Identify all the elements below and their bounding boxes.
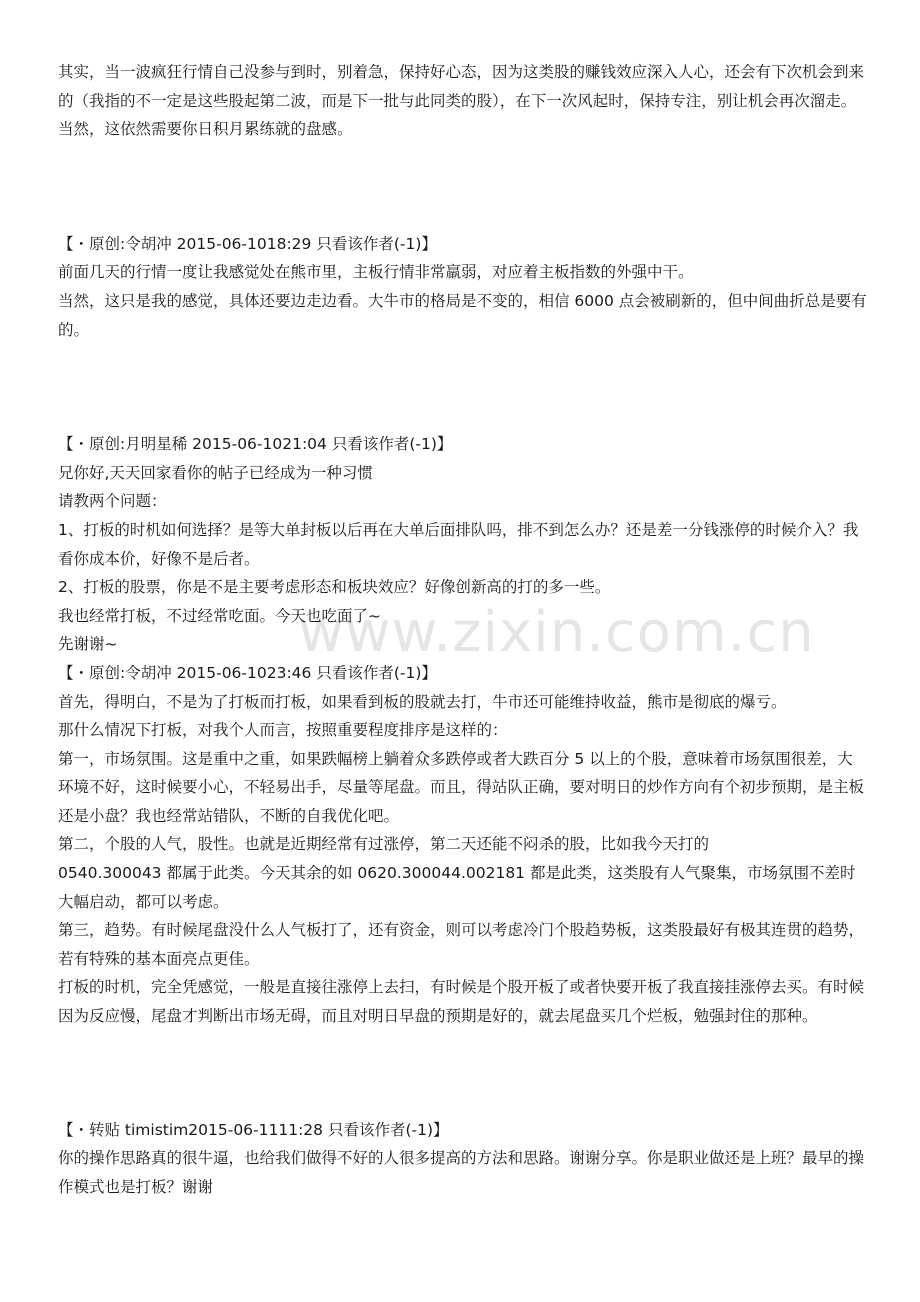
post-header[interactable]: 【・原创:令胡冲 2015-06-1018:29 只看该作者(-1)】 xyxy=(58,234,437,253)
watermark: www.zixin.com.cn xyxy=(298,600,815,665)
post-header[interactable]: 【・原创:月明星稀 2015-06-1021:04 只看该作者(-1)】 xyxy=(58,435,453,454)
post-line: 我也经常打板，不过经常吃面。今天也吃面了~ xyxy=(58,606,381,625)
post-line: 第一，市场氛围。这是重中之重，如果跌幅榜上躺着众多跌停或者大跌百分 5 以上的个股，意味着市场氛围很差，大环境不好，这时候要小心，不轻易出手，尽量等尾盘。而且，得站队正确，要对明日的炒作方向有个初步预期，是主板还是小盘？我也经常站错队，不断的自我优化吧。 xyxy=(58,749,865,825)
post-header[interactable]: 【・转贴 timistim2015-06-1111:28 只看该作者(-1)】 xyxy=(58,1120,449,1139)
spacer xyxy=(58,1031,868,1116)
post-header[interactable]: 【・原创:令胡冲 2015-06-1023:46 只看该作者(-1)】 xyxy=(58,663,437,682)
post-line: 2、打板的股票，你是不是主要考虑形态和板块效应？好像创新高的打的多一些。 xyxy=(58,578,611,597)
post-line: 前面几天的行情一度让我感觉处在熊市里，主板行情非常羸弱，对应着主板指数的外强中干。 xyxy=(58,263,694,282)
post-4 xyxy=(58,1116,868,1202)
post-line: 首先，得明白，不是为了打板而打板，如果看到板的股就去打，牛市还可能维持收益，熊市是彻底的爆亏。 xyxy=(58,692,787,711)
spacer xyxy=(58,344,868,430)
post-2 xyxy=(58,430,868,659)
document-page xyxy=(58,58,868,1201)
post-line: 当然，这只是我的感觉，具体还要边走边看。大牛市的格局是不变的，相信 6000 点会被刷新的，但中间曲折总是要有的。 xyxy=(58,291,867,339)
post-line: 先谢谢~ xyxy=(58,635,118,654)
post-line: 0540.300043 都属于此类。今天其余的如 0620.300044.002181 都是此类，这类股有人气聚集，市场氛围不差时大幅启动，都可以考虑。 xyxy=(58,864,856,911)
post-line: 打板的时机，完全凭感觉，一般是直接往涨停上去扫，有时候是个股开板了或者快要开板了我直接挂涨停去买。有时候因为反应慢，尾盘才判断出市场无碍，而且对明日早盘的预期是好的，就去尾盘买几个烂板，勉强封住的那种。 xyxy=(58,978,865,1026)
post-3 xyxy=(58,659,868,1031)
post-line: 请教两个问题： xyxy=(58,492,167,511)
intro-paragraph: 其实，当一波疯狂行情自己没参与到时，别着急，保持好心态，因为这类股的赚钱效应深入人心，还会有下次机会到来的（我指的不一定是这些股起第二波，而是下一批与此同类的股），在下一次风起时，保持专注，别让机会再次溜走。当然，这依然需要你日积月累练就的盘感。 xyxy=(58,63,865,139)
post-line: 1、打板的时机如何选择？是等大单封板以后再在大单后面排队吗，排不到怎么办？还是差一分钱涨停的时候介入？我看你成本价，好像不是后者。 xyxy=(58,520,859,568)
post-line: 你的操作思路真的很牛逼，也给我们做得不好的人很多提高的方法和思路。谢谢分享。你是职业做还是上班？最早的操作模式也是打板？谢谢 xyxy=(58,1149,865,1196)
post-line: 第二，个股的人气，股性。也就是近期经常有过涨停，第二天还能不闷杀的股，比如我今天打的 xyxy=(58,835,710,854)
post-1 xyxy=(58,230,868,344)
post-line: 第三，趋势。有时候尾盘没什么人气板打了，还有资金，则可以考虑冷门个股趋势板，这类股最好有极其连贯的趋势，若有特殊的基本面亮点更佳。 xyxy=(58,921,865,968)
spacer xyxy=(58,144,868,230)
post-line: 那什么情况下打板，对我个人而言，按照重要程度排序是这样的： xyxy=(58,721,508,740)
post-line: 兄你好,天天回家看你的帖子已经成为一种习惯 xyxy=(58,463,373,482)
